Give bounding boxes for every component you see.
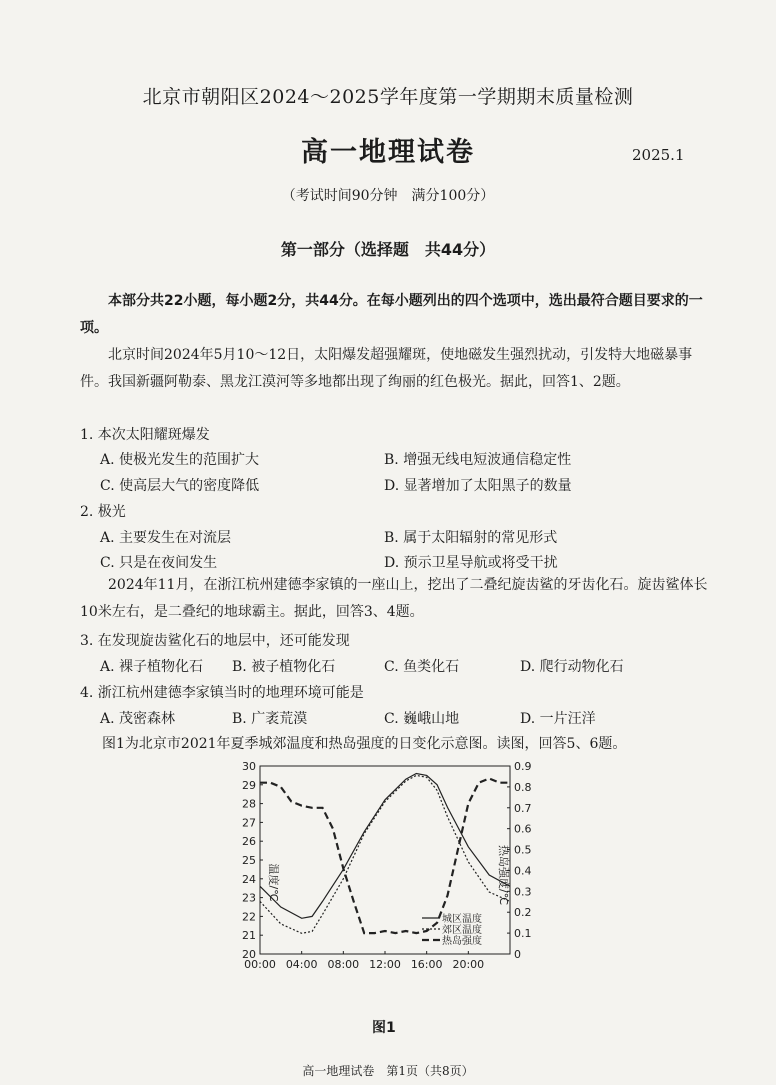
passage-3: 图1为北京市2021年夏季城郊温度和热岛强度的日变化示意图。读图，回答5、6题。 bbox=[102, 736, 627, 752]
y-right-tick-label: 0.7 bbox=[514, 801, 532, 815]
y-right-tick-label: 0.8 bbox=[514, 780, 532, 794]
y-right-tick-label: 0.9 bbox=[514, 760, 532, 773]
legend-label-3: 热岛强度 bbox=[442, 936, 482, 947]
question-4-option-a: A. 茂密森林 bbox=[100, 711, 176, 727]
x-tick-label: 12:00 bbox=[369, 958, 401, 971]
question-1-stem: 1. 本次太阳耀斑爆发 bbox=[80, 427, 210, 443]
legend-label-1: 城区温度 bbox=[442, 914, 482, 925]
page-footer: 高一地理试卷 第1页（共8页） bbox=[302, 1064, 474, 1078]
y-right-tick-label: 0.2 bbox=[514, 906, 532, 920]
y-right-tick-label: 0.6 bbox=[514, 822, 532, 836]
y-right-axis-label: 热岛强度/℃ bbox=[497, 845, 510, 906]
y-left-tick-label: 23 bbox=[242, 891, 256, 905]
y-left-tick-label: 27 bbox=[242, 816, 256, 830]
question-3-option-d: D. 爬行动物化石 bbox=[520, 659, 624, 675]
figure-label: 图1 bbox=[372, 1020, 396, 1036]
y-right-tick-label: 0.4 bbox=[514, 864, 532, 878]
y-left-tick-label: 28 bbox=[242, 797, 256, 811]
section-title: 第一部分（选择题 共44分） bbox=[280, 240, 496, 259]
x-tick-label: 20:00 bbox=[452, 958, 485, 971]
section-intro: 本部分共22小题，每小题2分，共44分。在每小题列出的四个选项中，选出最符合题目要求的一项。 bbox=[80, 293, 703, 336]
y-left-tick-label: 25 bbox=[242, 854, 256, 867]
y-left-tick-label: 22 bbox=[242, 910, 256, 924]
question-4-stem: 4. 浙江杭州建德李家镇当时的地理环境可能是 bbox=[80, 685, 364, 701]
y-left-tick-label: 24 bbox=[242, 872, 256, 886]
exam-title: 北京市朝阳区2024～2025学年度第一学期期末质量检测 bbox=[142, 86, 634, 108]
question-4-option-d: D. 一片汪洋 bbox=[520, 711, 596, 727]
y-right-tick-label: 0.5 bbox=[514, 843, 532, 857]
question-1-option-c: C. 使高层大气的密度降低 bbox=[100, 478, 260, 494]
page-title: 高一地理试卷 bbox=[301, 137, 475, 168]
y-left-tick-label: 26 bbox=[242, 835, 256, 849]
question-2-option-d: D. 预示卫星导航或将受干扰 bbox=[384, 555, 558, 571]
question-3-option-c: C. 鱼类化石 bbox=[384, 659, 460, 675]
passage-2: 2024年11月，在浙江杭州建德李家镇的一座山上，挖出了二叠纪旋齿鲨的牙齿化石。旋齿鲨体长10米左右，是二叠纪的地球霸主。据此，回答3、4题。 bbox=[80, 577, 708, 620]
y-left-axis-label: 温度/℃ bbox=[267, 863, 280, 902]
question-2-stem: 2. 极光 bbox=[80, 504, 126, 520]
legend-label-2: 郊区温度 bbox=[442, 925, 482, 936]
x-tick-label: 08:00 bbox=[327, 958, 360, 971]
y-right-tick-label: 0.1 bbox=[514, 927, 532, 941]
exam-time-info: （考试时间90分钟 满分100分） bbox=[281, 188, 495, 204]
y-right-tick-label: 0 bbox=[514, 948, 521, 961]
x-tick-label: 00:00 bbox=[244, 958, 276, 971]
question-2-option-a: A. 主要发生在对流层 bbox=[100, 530, 232, 546]
question-1-option-d: D. 显著增加了太阳黑子的数量 bbox=[384, 478, 572, 494]
y-left-tick-label: 29 bbox=[242, 778, 256, 792]
question-3-stem: 3. 在发现旋齿鲨化石的地层中，还可能发现 bbox=[80, 633, 350, 649]
question-3-option-b: B. 被子植物化石 bbox=[232, 659, 336, 675]
y-left-tick-label: 21 bbox=[242, 929, 256, 943]
question-4-option-c: C. 巍峨山地 bbox=[384, 711, 460, 727]
passage-1: 北京时间2024年5月10～12日，太阳爆发超强耀斑，使地磁发生强烈扰动，引发特大地磁暴事件。我国新疆阿勒泰、黑龙江漠河等多地都出现了绚丽的红色极光。据此，回答1、2题。 bbox=[80, 347, 693, 390]
question-3-option-a: A. 裸子植物化石 bbox=[100, 659, 204, 675]
temperature-heat-island-chart bbox=[226, 758, 552, 980]
question-4-option-b: B. 广袤荒漠 bbox=[232, 711, 308, 727]
question-1-option-a: A. 使极光发生的范围扩大 bbox=[100, 452, 260, 468]
question-2-option-c: C. 只是在夜间发生 bbox=[100, 555, 218, 571]
y-right-tick-label: 0.3 bbox=[514, 885, 532, 899]
exam-date: 2025.1 bbox=[632, 146, 685, 164]
y-left-tick-label: 20 bbox=[242, 948, 256, 961]
y-left-tick-label: 30 bbox=[242, 760, 256, 773]
question-1-option-b: B. 增强无线电短波通信稳定性 bbox=[384, 452, 572, 468]
x-tick-label: 04:00 bbox=[285, 958, 318, 971]
x-tick-label: 16:00 bbox=[410, 958, 443, 971]
question-2-option-b: B. 属于太阳辐射的常见形式 bbox=[384, 530, 558, 546]
